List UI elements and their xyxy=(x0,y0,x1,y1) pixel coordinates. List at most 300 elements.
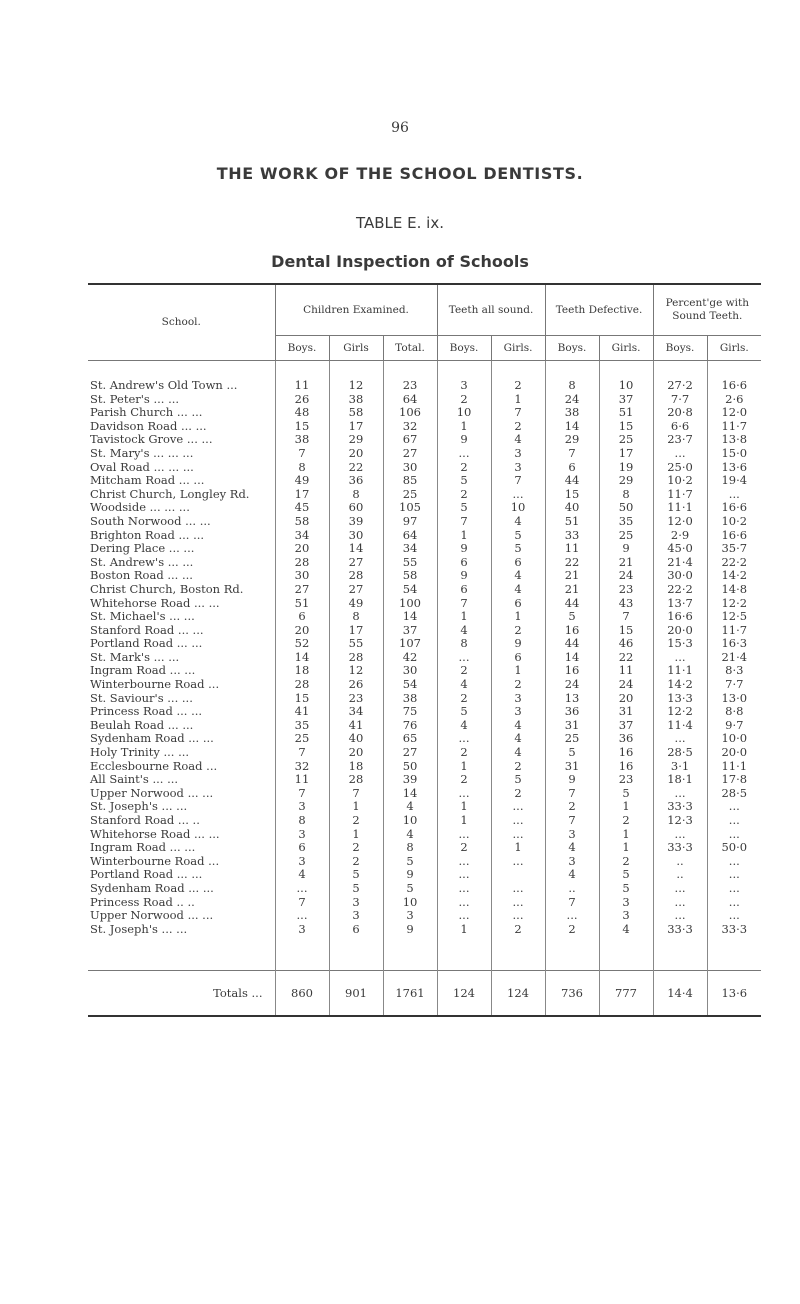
cell-boys: 25 xyxy=(275,732,329,746)
cell-defective-boys: 21 xyxy=(545,583,599,597)
cell-sound-girls: 4 xyxy=(491,746,545,760)
table-row xyxy=(88,664,761,678)
cell-boys: 58 xyxy=(275,515,329,529)
cell-sound-girls: 2 xyxy=(491,624,545,638)
cell-boys: 17 xyxy=(275,488,329,502)
cell-total: 10 xyxy=(383,896,437,910)
school-name: Winterbourne Road ... xyxy=(90,678,220,692)
cell-sound-boys: 4 xyxy=(437,719,491,733)
cell-girls: 8 xyxy=(329,488,383,502)
school-name: St. Joseph's ... ... xyxy=(90,800,188,814)
cell-total: 58 xyxy=(383,569,437,583)
school-name: Winterbourne Road ... xyxy=(90,854,220,868)
cell-percent-girls: ... xyxy=(707,855,761,869)
cell-sound-girls: 3 xyxy=(491,461,545,475)
cell-percent-girls: 13·6 xyxy=(707,461,761,475)
cell-percent-boys: 2·9 xyxy=(653,529,707,543)
cell-percent-girls: 13·8 xyxy=(707,433,761,447)
cell-defective-boys: 44 xyxy=(545,597,599,611)
cell-defective-girls: 1 xyxy=(599,800,653,814)
cell-girls: 28 xyxy=(329,569,383,583)
table-row xyxy=(88,447,761,461)
cell-percent-girls: 8·3 xyxy=(707,664,761,678)
cell-percent-boys: 11·4 xyxy=(653,719,707,733)
header-boys: Boys. xyxy=(275,336,329,361)
school-name: Ingram Road ... ... xyxy=(90,841,196,855)
table-row xyxy=(88,896,761,910)
cell-sound-boys: 5 xyxy=(437,474,491,488)
cell-girls: 5 xyxy=(329,868,383,882)
cell-percent-boys: 11·1 xyxy=(653,664,707,678)
cell-percent-boys: 21·4 xyxy=(653,556,707,570)
cell-percent-boys: .. xyxy=(653,855,707,869)
cell-sound-girls: 9 xyxy=(491,637,545,651)
cell-girls: 6 xyxy=(329,923,383,937)
cell-girls: 17 xyxy=(329,624,383,638)
cell-girls: 27 xyxy=(329,556,383,570)
table-row xyxy=(88,474,761,488)
cell-total: 64 xyxy=(383,393,437,407)
cell-boys: 11 xyxy=(275,773,329,787)
cell-total: 5 xyxy=(383,882,437,896)
school-name: Stanford Road ... ... xyxy=(90,623,204,637)
cell-total: 10 xyxy=(383,814,437,828)
table-row xyxy=(88,597,761,611)
school-name: Portland Road ... ... xyxy=(90,637,203,651)
dental-inspection-table xyxy=(88,283,761,1017)
cell-defective-girls: 50 xyxy=(599,501,653,515)
cell-percent-boys: ... xyxy=(653,732,707,746)
cell-defective-boys: 31 xyxy=(545,760,599,774)
cell-defective-girls: 5 xyxy=(599,868,653,882)
school-name: Christ Church, Longley Rd. xyxy=(90,487,250,501)
cell-defective-boys: 29 xyxy=(545,433,599,447)
cell-defective-girls: 10 xyxy=(599,379,653,393)
school-name: Davidson Road ... ... xyxy=(90,419,207,433)
table-row xyxy=(88,651,761,665)
table-row xyxy=(88,529,761,543)
cell-defective-boys: 24 xyxy=(545,678,599,692)
cell-girls: 2 xyxy=(329,841,383,855)
cell-percent-boys: 33·3 xyxy=(653,841,707,855)
header-percent-girls: Girls. xyxy=(707,336,761,361)
cell-defective-boys: 33 xyxy=(545,529,599,543)
cell-girls: 3 xyxy=(329,909,383,923)
table-row xyxy=(88,678,761,692)
cell-sound-girls: ... xyxy=(491,855,545,869)
table-row xyxy=(88,719,761,733)
cell-defective-girls: 7 xyxy=(599,610,653,624)
cell-girls: 12 xyxy=(329,664,383,678)
cell-sound-girls: ... xyxy=(491,909,545,923)
cell-defective-girls: 15 xyxy=(599,624,653,638)
cell-sound-girls: 2 xyxy=(491,923,545,937)
cell-total: 76 xyxy=(383,719,437,733)
table-label: TABLE E. ix. xyxy=(356,214,444,232)
table-row xyxy=(88,433,761,447)
cell-defective-boys: 44 xyxy=(545,637,599,651)
cell-defective-boys: 5 xyxy=(545,746,599,760)
cell-defective-boys: 22 xyxy=(545,556,599,570)
cell-defective-girls: 5 xyxy=(599,882,653,896)
cell-defective-boys: 9 xyxy=(545,773,599,787)
cell-boys: ... xyxy=(275,909,329,923)
cell-percent-girls: 35·7 xyxy=(707,542,761,556)
cell-girls: 22 xyxy=(329,461,383,475)
cell-total: 32 xyxy=(383,420,437,434)
cell-percent-girls: 8·8 xyxy=(707,705,761,719)
cell-girls: 60 xyxy=(329,501,383,515)
cell-boys: 48 xyxy=(275,406,329,420)
cell-sound-girls: 6 xyxy=(491,597,545,611)
cell-girls: 3 xyxy=(329,896,383,910)
header-girls: Girls xyxy=(329,336,383,361)
cell-sound-boys: 4 xyxy=(437,624,491,638)
cell-sound-girls: 2 xyxy=(491,379,545,393)
cell-percent-boys: ... xyxy=(653,909,707,923)
cell-defective-girls: 8 xyxy=(599,488,653,502)
cell-defective-boys: 21 xyxy=(545,569,599,583)
cell-percent-boys: 15·3 xyxy=(653,637,707,651)
cell-sound-girls: 5 xyxy=(491,542,545,556)
cell-total: 107 xyxy=(383,637,437,651)
table-row xyxy=(88,488,761,502)
cell-sound-girls: ... xyxy=(491,488,545,502)
cell-girls: 8 xyxy=(329,610,383,624)
cell-sound-girls: 6 xyxy=(491,556,545,570)
table-row xyxy=(88,787,761,801)
cell-percent-boys: 12·2 xyxy=(653,705,707,719)
cell-percent-boys: 22·2 xyxy=(653,583,707,597)
cell-percent-boys: 10·2 xyxy=(653,474,707,488)
cell-defective-girls: 2 xyxy=(599,814,653,828)
school-name: Tavistock Grove ... ... xyxy=(90,433,213,447)
cell-percent-boys: 13·7 xyxy=(653,597,707,611)
cell-sound-girls: 4 xyxy=(491,732,545,746)
cell-percent-girls: 17·8 xyxy=(707,773,761,787)
cell-defective-boys: .. xyxy=(545,882,599,896)
cell-girls: 26 xyxy=(329,678,383,692)
cell-defective-girls: 5 xyxy=(599,787,653,801)
cell-sound-boys: 2 xyxy=(437,746,491,760)
cell-sound-girls: 4 xyxy=(491,515,545,529)
cell-total: 9 xyxy=(383,868,437,882)
cell-defective-girls: 15 xyxy=(599,420,653,434)
cell-total: 54 xyxy=(383,678,437,692)
cell-boys: 6 xyxy=(275,841,329,855)
header-school: School. xyxy=(88,284,275,361)
cell-sound-girls: 1 xyxy=(491,841,545,855)
cell-sound-boys: 2 xyxy=(437,664,491,678)
cell-defective-boys: ... xyxy=(545,909,599,923)
school-name: All Saint's ... ... xyxy=(90,773,179,787)
school-name: Beulah Road ... ... xyxy=(90,718,194,732)
cell-sound-girls: 2 xyxy=(491,420,545,434)
cell-defective-boys: 2 xyxy=(545,800,599,814)
school-name: Stanford Road ... .. xyxy=(90,814,200,827)
school-name: Sydenham Road ... ... xyxy=(90,732,214,746)
cell-percent-girls: ... xyxy=(707,882,761,896)
cell-percent-girls: 16·6 xyxy=(707,379,761,393)
school-name: Portland Road ... ... xyxy=(90,868,203,882)
cell-boys: 49 xyxy=(275,474,329,488)
cell-boys: 7 xyxy=(275,746,329,760)
cell-percent-girls: ... xyxy=(707,488,761,502)
cell-defective-girls: 24 xyxy=(599,678,653,692)
table-row xyxy=(88,828,761,842)
cell-percent-boys: ... xyxy=(653,882,707,896)
cell-total: 25 xyxy=(383,488,437,502)
cell-sound-girls: 4 xyxy=(491,569,545,583)
table-title: Dental Inspection of Schools xyxy=(271,252,529,271)
cell-sound-boys: 1 xyxy=(437,420,491,434)
cell-total: 34 xyxy=(383,542,437,556)
cell-percent-boys: ... xyxy=(653,447,707,461)
cell-defective-boys: 14 xyxy=(545,420,599,434)
school-name: St. Mark's ... ... xyxy=(90,650,180,664)
cell-sound-boys: 2 xyxy=(437,461,491,475)
cell-boys: 38 xyxy=(275,433,329,447)
cell-defective-boys: 16 xyxy=(545,664,599,678)
cell-defective-boys: 40 xyxy=(545,501,599,515)
cell-percent-girls: 33·3 xyxy=(707,923,761,937)
school-name: Holy Trinity ... ... xyxy=(90,746,190,760)
cell-defective-boys: 11 xyxy=(545,542,599,556)
cell-sound-girls: 4 xyxy=(491,583,545,597)
cell-sound-girls: 2 xyxy=(491,787,545,801)
cell-total: 30 xyxy=(383,664,437,678)
cell-girls: 49 xyxy=(329,597,383,611)
totals-defective-boys: 736 xyxy=(545,971,599,1017)
cell-defective-girls: 16 xyxy=(599,746,653,760)
cell-defective-boys: 15 xyxy=(545,488,599,502)
cell-percent-boys: 14·2 xyxy=(653,678,707,692)
cell-defective-girls: 3 xyxy=(599,896,653,910)
cell-percent-girls: 28·5 xyxy=(707,787,761,801)
cell-defective-girls: 46 xyxy=(599,637,653,651)
cell-sound-boys: 8 xyxy=(437,637,491,651)
cell-girls: 28 xyxy=(329,651,383,665)
header-sound-girls: Girls. xyxy=(491,336,545,361)
table-row xyxy=(88,923,761,937)
cell-percent-girls: ... xyxy=(707,800,761,814)
cell-percent-girls: 11·7 xyxy=(707,624,761,638)
cell-total: 64 xyxy=(383,529,437,543)
cell-sound-boys: 1 xyxy=(437,610,491,624)
table-row xyxy=(88,542,761,556)
cell-sound-boys: 7 xyxy=(437,597,491,611)
cell-sound-boys: ... xyxy=(437,868,491,882)
cell-sound-boys: ... xyxy=(437,896,491,910)
cell-defective-boys: 6 xyxy=(545,461,599,475)
cell-boys: 15 xyxy=(275,692,329,706)
cell-defective-boys: 7 xyxy=(545,787,599,801)
table-body xyxy=(88,361,761,971)
cell-total: 100 xyxy=(383,597,437,611)
table-row xyxy=(88,420,761,434)
cell-boys: 45 xyxy=(275,501,329,515)
totals-row xyxy=(88,971,761,1017)
cell-percent-boys: 13·3 xyxy=(653,692,707,706)
school-name: Sydenham Road ... ... xyxy=(90,881,214,895)
cell-boys: 3 xyxy=(275,923,329,937)
cell-defective-girls: 1 xyxy=(599,828,653,842)
table-row xyxy=(88,461,761,475)
cell-sound-boys: ... xyxy=(437,882,491,896)
cell-sound-boys: ... xyxy=(437,447,491,461)
cell-girls: 1 xyxy=(329,828,383,842)
cell-girls: 28 xyxy=(329,773,383,787)
cell-girls: 17 xyxy=(329,420,383,434)
cell-total: 27 xyxy=(383,447,437,461)
cell-defective-boys: 2 xyxy=(545,923,599,937)
cell-sound-girls: ... xyxy=(491,814,545,828)
cell-total: 38 xyxy=(383,692,437,706)
cell-percent-girls: 21·4 xyxy=(707,651,761,665)
cell-sound-boys: 2 xyxy=(437,393,491,407)
totals-total: 1761 xyxy=(383,971,437,1017)
cell-defective-boys: 7 xyxy=(545,814,599,828)
cell-defective-girls: 1 xyxy=(599,841,653,855)
cell-boys: 7 xyxy=(275,787,329,801)
cell-defective-girls: 9 xyxy=(599,542,653,556)
school-name: Dering Place ... ... xyxy=(90,542,195,556)
cell-total: 65 xyxy=(383,732,437,746)
cell-boys: 7 xyxy=(275,896,329,910)
cell-percent-girls: 9·7 xyxy=(707,719,761,733)
cell-defective-girls: 17 xyxy=(599,447,653,461)
school-name: St. Andrew's ... ... xyxy=(90,555,194,569)
cell-defective-girls: 35 xyxy=(599,515,653,529)
cell-sound-boys: 6 xyxy=(437,556,491,570)
cell-girls: 55 xyxy=(329,637,383,651)
cell-sound-boys: 6 xyxy=(437,583,491,597)
cell-sound-girls: 7 xyxy=(491,406,545,420)
cell-sound-boys: 3 xyxy=(437,379,491,393)
school-name: St. Joseph's ... ... xyxy=(90,922,188,936)
cell-percent-girls: 12·5 xyxy=(707,610,761,624)
cell-total: 39 xyxy=(383,773,437,787)
cell-sound-girls: ... xyxy=(491,882,545,896)
school-name: St. Peter's ... ... xyxy=(90,392,180,406)
cell-defective-girls: 37 xyxy=(599,719,653,733)
cell-percent-boys: ... xyxy=(653,787,707,801)
cell-girls: 20 xyxy=(329,746,383,760)
cell-sound-girls: ... xyxy=(491,896,545,910)
cell-total: 27 xyxy=(383,746,437,760)
cell-defective-boys: 16 xyxy=(545,624,599,638)
cell-defective-boys: 3 xyxy=(545,828,599,842)
cell-percent-girls: 2·6 xyxy=(707,393,761,407)
table-row xyxy=(88,637,761,651)
cell-boys: 30 xyxy=(275,569,329,583)
cell-sound-boys: ... xyxy=(437,787,491,801)
cell-defective-boys: 4 xyxy=(545,868,599,882)
totals-girls: 901 xyxy=(329,971,383,1017)
cell-boys: 15 xyxy=(275,420,329,434)
table-row xyxy=(88,855,761,869)
table-row xyxy=(88,610,761,624)
cell-percent-boys: 27·2 xyxy=(653,379,707,393)
cell-sound-girls: 6 xyxy=(491,651,545,665)
cell-boys: 3 xyxy=(275,828,329,842)
cell-percent-girls: 10·2 xyxy=(707,515,761,529)
cell-percent-girls: 19·4 xyxy=(707,474,761,488)
cell-total: 55 xyxy=(383,556,437,570)
school-name: Princess Road ... ... xyxy=(90,705,203,719)
cell-total: 37 xyxy=(383,624,437,638)
cell-boys: 7 xyxy=(275,447,329,461)
cell-percent-boys: 18·1 xyxy=(653,773,707,787)
cell-defective-girls: 24 xyxy=(599,569,653,583)
cell-percent-boys: 23·7 xyxy=(653,433,707,447)
school-name: Oval Road ... ... ... xyxy=(90,460,194,474)
cell-defective-boys: 7 xyxy=(545,896,599,910)
cell-girls: 58 xyxy=(329,406,383,420)
cell-sound-boys: 4 xyxy=(437,678,491,692)
cell-sound-boys: 2 xyxy=(437,692,491,706)
cell-sound-boys: ... xyxy=(437,909,491,923)
cell-boys: ... xyxy=(275,882,329,896)
table-row xyxy=(88,909,761,923)
cell-total: 14 xyxy=(383,787,437,801)
cell-girls: 34 xyxy=(329,705,383,719)
page-title: THE WORK OF THE SCHOOL DENTISTS. xyxy=(216,164,584,183)
cell-sound-boys: 1 xyxy=(437,529,491,543)
cell-percent-boys: 45·0 xyxy=(653,542,707,556)
cell-percent-boys: 16·6 xyxy=(653,610,707,624)
cell-percent-girls: 11·7 xyxy=(707,420,761,434)
cell-girls: 18 xyxy=(329,760,383,774)
cell-defective-boys: 24 xyxy=(545,393,599,407)
cell-defective-boys: 25 xyxy=(545,732,599,746)
cell-sound-girls: 5 xyxy=(491,773,545,787)
cell-sound-girls: 1 xyxy=(491,664,545,678)
table-row xyxy=(88,800,761,814)
cell-girls: 23 xyxy=(329,692,383,706)
cell-defective-girls: 2 xyxy=(599,855,653,869)
cell-percent-girls: ... xyxy=(707,828,761,842)
cell-percent-girls: 14·8 xyxy=(707,583,761,597)
table-row xyxy=(88,501,761,515)
table-row xyxy=(88,868,761,882)
table-row xyxy=(88,624,761,638)
cell-sound-girls: 1 xyxy=(491,393,545,407)
cell-percent-girls: ... xyxy=(707,896,761,910)
cell-defective-girls: 19 xyxy=(599,461,653,475)
cell-percent-boys: 12·3 xyxy=(653,814,707,828)
cell-sound-girls: 4 xyxy=(491,719,545,733)
cell-percent-boys: 3·1 xyxy=(653,760,707,774)
cell-boys: 18 xyxy=(275,664,329,678)
cell-defective-girls: 31 xyxy=(599,705,653,719)
cell-girls: 1 xyxy=(329,800,383,814)
cell-boys: 41 xyxy=(275,705,329,719)
cell-boys: 28 xyxy=(275,556,329,570)
cell-sound-boys: 7 xyxy=(437,515,491,529)
cell-boys: 3 xyxy=(275,800,329,814)
cell-boys: 14 xyxy=(275,651,329,665)
cell-boys: 27 xyxy=(275,583,329,597)
cell-percent-boys: ... xyxy=(653,828,707,842)
cell-girls: 20 xyxy=(329,447,383,461)
cell-percent-girls: 15·0 xyxy=(707,447,761,461)
cell-sound-boys: 5 xyxy=(437,705,491,719)
header-children-examined: Children Examined. xyxy=(275,284,437,336)
cell-defective-girls: 3 xyxy=(599,909,653,923)
cell-defective-girls: 51 xyxy=(599,406,653,420)
cell-defective-girls: 22 xyxy=(599,651,653,665)
